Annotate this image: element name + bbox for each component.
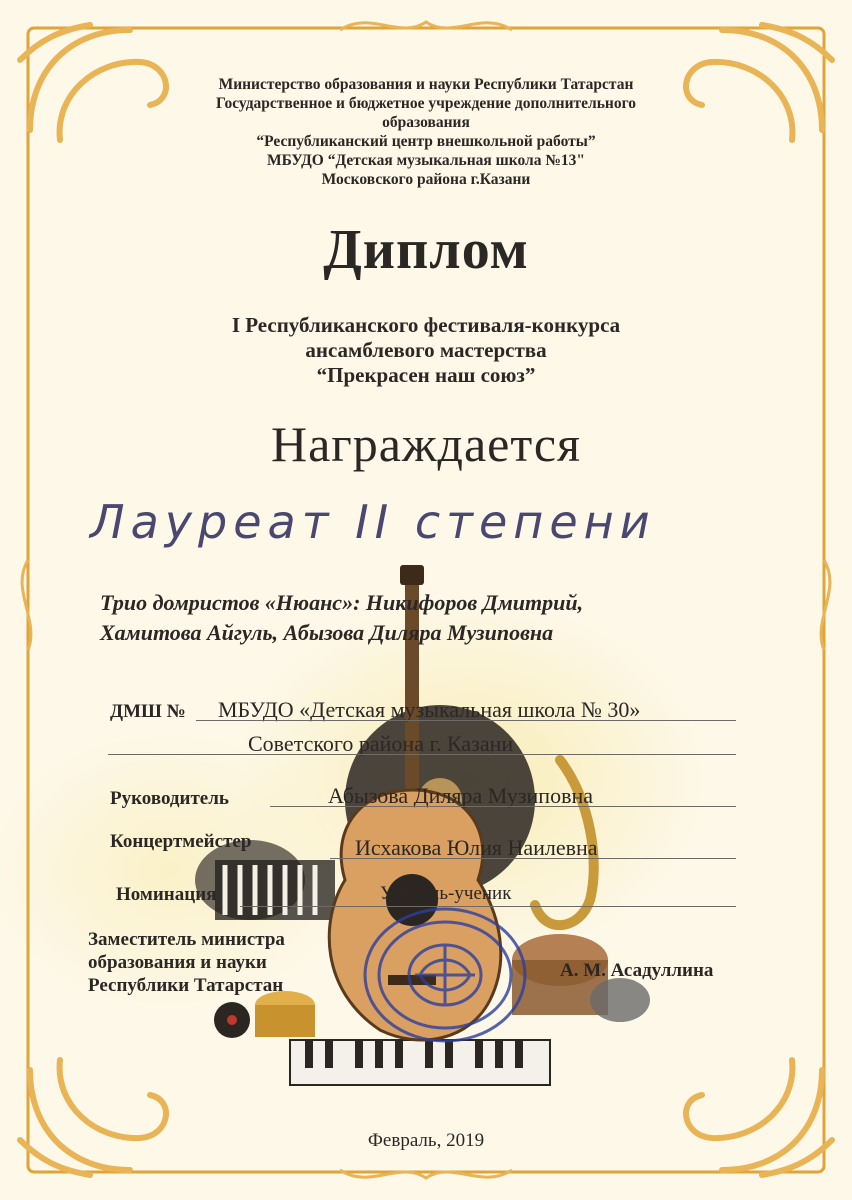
diploma-title: Диплом (323, 219, 529, 281)
signer-line-1: Заместитель министра (88, 929, 285, 950)
school-row (110, 700, 186, 723)
school-label: ДМШ № (110, 701, 186, 722)
nomination-row (116, 883, 216, 906)
header-line-education: образования (382, 114, 470, 131)
participants-line-2: Хамитова Айгуль, Абызова Диляра Музиповна (100, 620, 554, 645)
header-line-school: МБУДО “Детская музыкальная школа №13" (266, 152, 586, 169)
leader-label: Руководитель (110, 788, 229, 809)
issue-date: Февраль, 2019 (367, 1130, 485, 1151)
festival-name (120, 313, 732, 388)
school-value: МБУДО «Детская музыкальная школа № 30» (218, 697, 641, 722)
school-value-line-2: Советского района г. Казани (248, 731, 514, 756)
signer-line-2: образования и науки (88, 952, 267, 973)
accompanist-value: Исхакова Юлия Наилевна (355, 835, 598, 860)
festival-line-3: “Прекрасен наш союз” (316, 363, 536, 387)
festival-line-2: ансамблевого мастерства (305, 338, 547, 362)
festival-line-1: I Республиканского фестиваля-конкурса (231, 313, 621, 337)
issuer-header (110, 75, 742, 189)
participants-line-1: Трио домристов «Нюанс»: Никифоров Дмитрий, (100, 590, 584, 615)
accompanist-rule (330, 858, 736, 859)
school-rule (196, 720, 736, 721)
signer-line-3: Республики Татарстан (88, 975, 284, 996)
nomination-value: Учитель-ученик (380, 883, 512, 904)
header-line-center: “Республиканский центр внешкольной работы” (256, 133, 596, 150)
handwritten-award-level: Лауреат II степени (90, 495, 656, 549)
header-line-district: Московского района г.Казани (321, 171, 531, 188)
signer-position (88, 928, 388, 997)
header-line-ministry: Министерство образования и науки Республики Татарстан (218, 76, 634, 93)
accompanist-label: Концертмейстер (110, 831, 252, 852)
leader-row (110, 787, 229, 810)
awarded-heading: Награждается (270, 416, 582, 472)
header-line-institution: Государственное и бюджетное учреждение дополнительного (216, 95, 636, 112)
nomination-label: Номинация (116, 884, 217, 905)
accompanist-row (110, 830, 251, 853)
leader-rule (270, 806, 736, 807)
signer-name: А. М. Асадуллина (560, 960, 714, 981)
participants (100, 588, 740, 648)
school-rule-2 (108, 754, 736, 755)
leader-value: Абызова Диляра Музиповна (328, 783, 593, 808)
